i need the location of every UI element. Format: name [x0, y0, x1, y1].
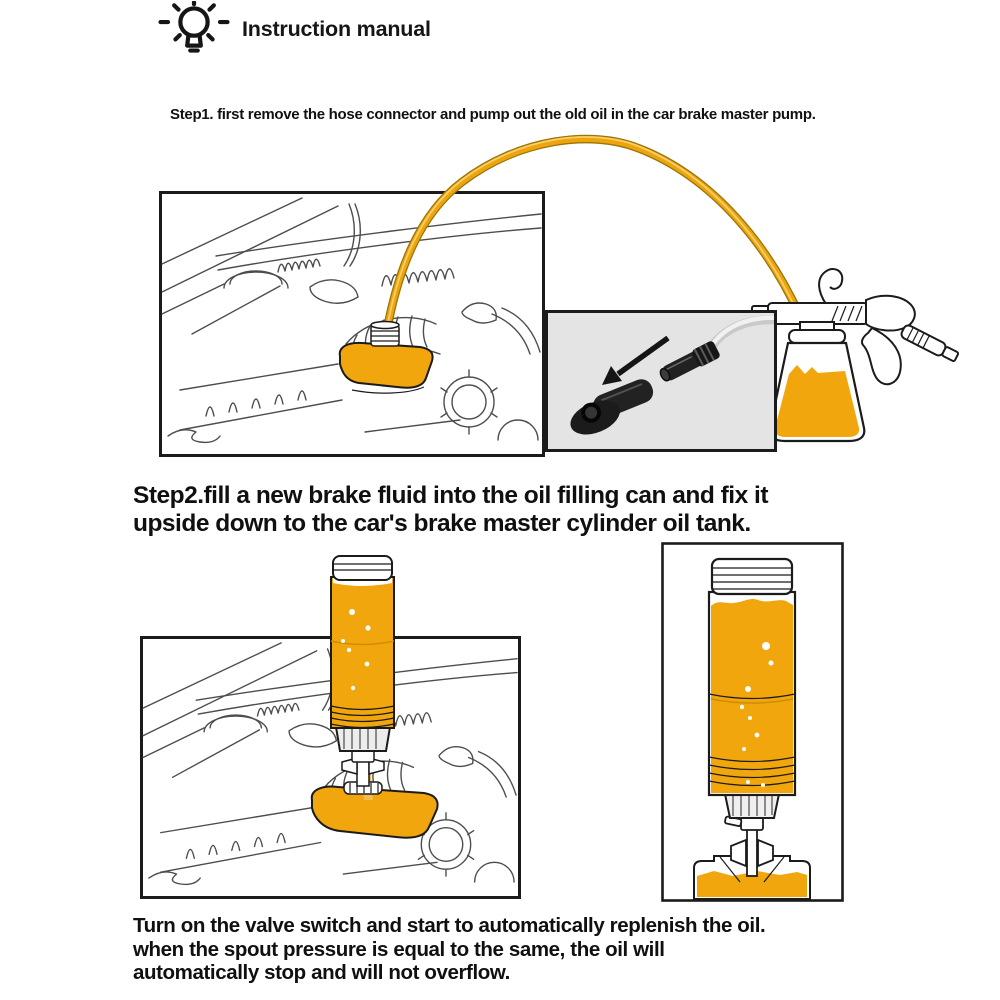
step1-frame: [161, 193, 544, 456]
gun-trigger: [862, 328, 901, 384]
step2-engine-figure: [142, 556, 520, 898]
hanging-hook: [819, 269, 842, 304]
pump-gun: [752, 269, 960, 441]
step2-heading-line2: upside down to the car's brake master cylinder oil tank.: [133, 510, 751, 537]
step1-caption: Step1. first remove the hose connector and pump out the old oil in the car brake master pump.: [170, 106, 816, 123]
footer-note: [133, 914, 765, 985]
step2-heading-line1: Step2.fill a new brake fluid into the oil filling can and fix it: [133, 482, 769, 509]
step2-heading: [133, 482, 768, 538]
page-title: Instruction manual: [242, 16, 431, 41]
footer-line1: Turn on the valve switch and start to automatically replenish the oil.: [133, 914, 766, 937]
step1-engine-figure: [161, 193, 544, 456]
hose-connector-photo: [547, 312, 779, 451]
lightbulb-icon: [158, 1, 230, 58]
footer-line2: when the spout pressure is equal to the same, the oil will: [133, 937, 665, 961]
footer-line3: automatically stop and will not overflow.: [133, 961, 510, 984]
step2-bottle-figure: [663, 544, 843, 901]
header: [158, 0, 431, 58]
air-nozzle: [900, 324, 960, 364]
oil-filling-can: [331, 577, 394, 728]
